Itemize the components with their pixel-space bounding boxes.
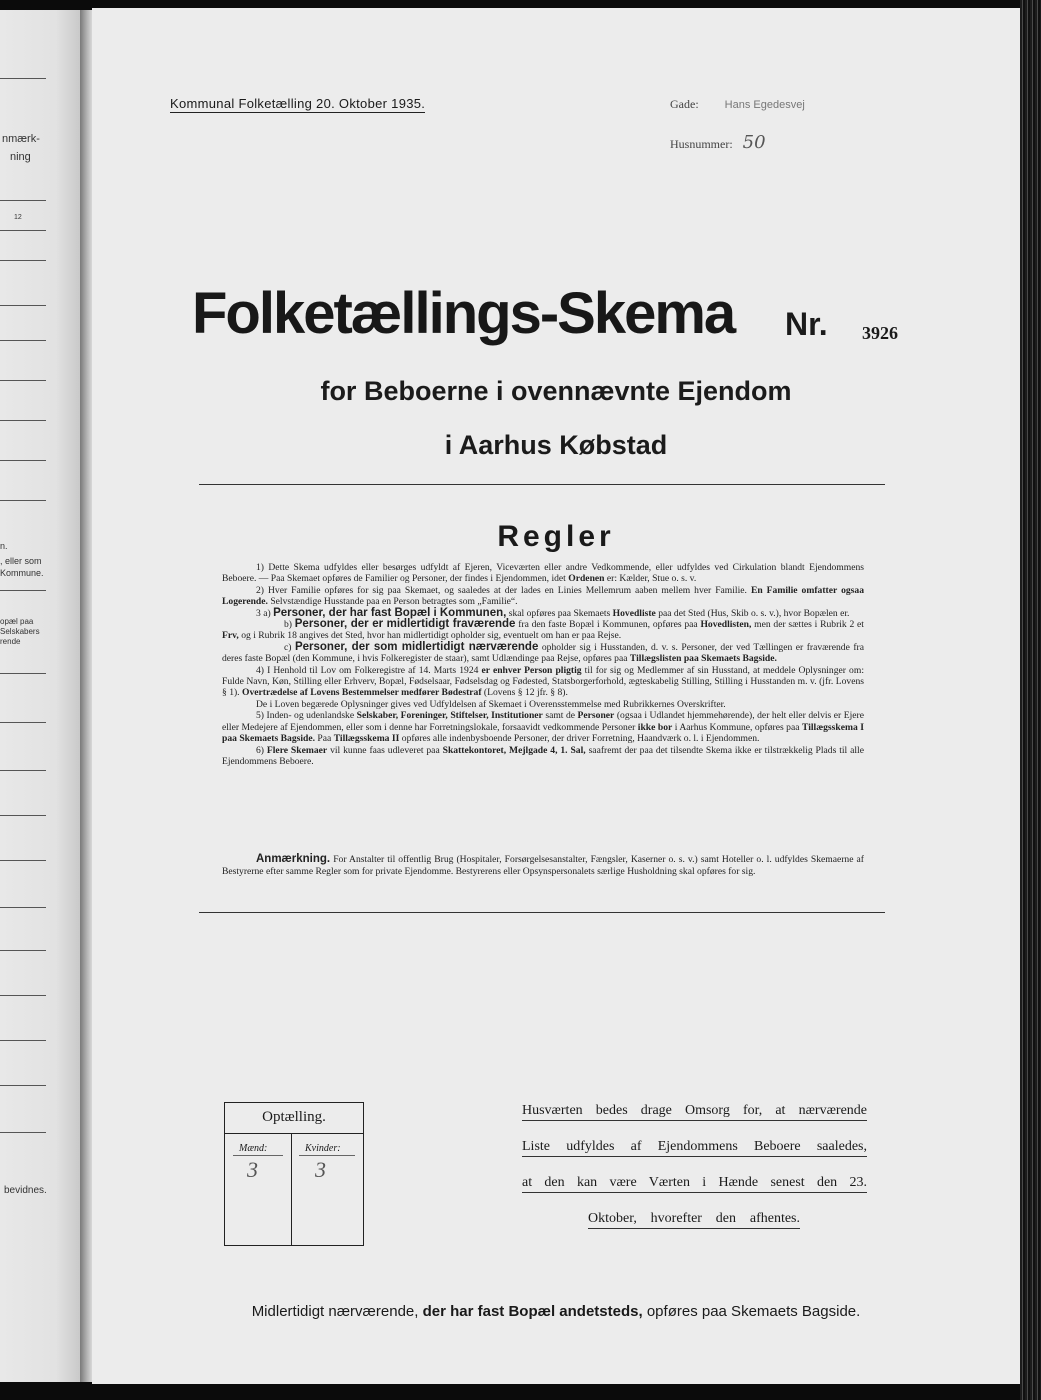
rules-text [222,562,864,767]
form-number: 3926 [862,323,898,343]
divider [0,500,46,501]
left-page-text: Kommune. [0,568,44,578]
remark-note [222,854,864,877]
divider [0,380,46,381]
rule-2: 2) Hver Familie opføres for sig paa Skemaet, og saaledes at der lades en Linies Mellemrum aaben mellem hver Familie. En Familie omfatter ogsaa Logerende. Selvstændige Husstande paa en Person betragtes som „Familie“. [222,584,864,608]
street-label: Gade: [670,97,699,111]
landlord-notice-line: Liste udfyldes af Ejendommens Beboere saaledes, [522,1138,867,1157]
left-page-text: ning [10,151,31,163]
rule-3a: 3 a) Personer, der har fast Bopæl i Kommunen, skal opføres paa Skemaets Hovedliste paa det Sted (Hus, Skib o. s. v.), hvor Bopælen er. [256,606,850,619]
book-gutter [80,10,92,1382]
count-box [224,1102,364,1246]
left-page-text: nmærk- [2,133,40,145]
divider [0,1040,46,1041]
left-page-text: opæl paa [0,617,34,626]
house-number-value: 50 [742,132,766,153]
remark-text: For Anstalter til offentlig Brug (Hospitaler, Forsørgelsesanstalter, Fængsler, Kaserner o. s. v.) samt Hoteller o. l. udfyldes Skemaerne af Bestyrerne efter samme Regler som for private Ejendomme. Bestyrerens eller Opsynspersonalets særlige Husholdning skal opføres for sig. [222,854,864,877]
rule-6: 6) Flere Skemaer vil kunne faas udleveret paa Skattekontoret, Mejlgade 4, 1. Sal, saafremt der paa det tilsendte Skema ikke er tilstrækkelig Plads til alle Ejendommens Beboere. [222,744,864,767]
divider [233,1155,283,1156]
rule-5: 5) Inden- og udenlandske Selskaber, Foreninger, Stiftelser, Institutioner samt de Personer (ogsaa i Udlandet hjemmehørende), der helt eller delvis er Ejere eller Medejere af Ejendommen, eller som i denne har Forretningslokale, forsaavidt vedkommende Personer ikke bor i Aarhus Kommune, opføres paa Tillægsskema I paa Skemaets Bagside. Paa Tillægsskema II opføres alle indenbysboende Personer, der driver Forretning, Haandværk o. l. i Ejendommen. [222,710,864,745]
remark-label: Anmærkning. [256,853,331,865]
divider [0,420,46,421]
street-field [670,95,805,113]
divider [0,460,46,461]
left-page-text: 12 [14,214,22,221]
footer-note: Midlertidigt nærværende, der har fast Bopæl andetsteds, opføres paa Skemaets Bagside. [251,1303,861,1320]
divider [299,1155,355,1156]
divider [0,815,46,816]
left-page-fragment [0,10,80,1382]
divider [0,673,46,674]
divider [0,78,46,79]
rule-3c: c) Personer, der som midlertidigt nærværende opholder sig i Husstanden, d. v. s. Personer, der ved Tællingen er fraværende fra deres faste Bopæl (den Kommune, i hvis Folkeregister de staar), samt Udlændinge paa Rejse, opføres paa Tillægslisten paa Skemaets Bagside. [222,640,864,665]
divider [0,907,46,908]
divider [0,1085,46,1086]
men-label: Mænd: [239,1143,268,1154]
divider [0,860,46,861]
form-subtitle: for Beboerne i ovennævnte Ejendom [320,376,792,406]
divider [199,484,885,485]
rules-heading: Regler [497,520,615,553]
divider [0,722,46,723]
divider [291,1133,292,1245]
rule-3b: b) Personer, der er midlertidigt fraværende fra den faste Bopæl i Kommunen, opføres paa Hovedlisten, men der sættes i Rubrik 2 et Frv, og i Rubrik 18 angives det Sted, hvor han midlertidigt opholder sig, eventuelt om han er paa Rejse. [222,618,864,642]
form-location: i Aarhus Købstad [444,430,668,460]
divider [0,950,46,951]
divider [0,305,46,306]
women-label: Kvinder: [305,1143,341,1154]
left-page-text: , eller som [0,556,42,566]
census-form-page [92,8,1020,1384]
landlord-notice-line: Husværten bedes drage Omsorg for, at nærværende [522,1102,867,1121]
form-number-label: Nr. [785,306,828,342]
men-count: 3 [247,1157,258,1182]
left-page-text: bevidnes. [4,1185,47,1196]
street-value: Hans Egedesvej [724,99,805,111]
form-title: Folketællings-Skema [192,281,735,346]
page-stack-edge [1020,0,1041,1400]
divider [0,260,46,261]
rule-4: 4) I Henhold til Lov om Folkeregistre af 14. Marts 1924 er enhver Person pligtig til for sig og Medlemmer af sin Husstand, at meddele Oplysninger om: Fulde Navn, Køn, Stilling eller Erhverv, Bopæl, Fødselsaar, Fødselsdag og Fødested, Statsborgerforhold, ægteskabelig Stilling, Stilling i Husstanden m. v. (jfr. Lovens § 1). Overtrædelse af Lovens Bestemmelser medfører Bødestraf (Lovens § 12 jfr. § 8). [222,664,864,699]
landlord-notice-line: Oktober, hvorefter den afhentes. [588,1210,800,1229]
count-box-title: Optælling. [262,1109,326,1125]
divider [199,912,885,913]
divider [0,1132,46,1133]
landlord-notice-line: at den kan være Værten i Hænde senest den 23. [522,1174,867,1193]
divider [225,1133,363,1134]
left-page-text: rende [0,637,21,646]
rule-4b: De i Loven begærede Oplysninger gives ved Udfyldelsen af Skemaet i Overensstemmelse med Rubrikkernes Overskrifter. [256,698,726,710]
divider [0,995,46,996]
divider [0,230,46,231]
divider [0,590,46,591]
divider [0,200,46,201]
left-page-text: Selskabers [0,627,40,636]
rule-1: 1) Dette Skema udfyldes eller besørges udfyldt af Ejeren, Viceværten eller andre Vedkommende, eller udfyldes ved Cirkulation blandt Ejendommens Beboere. — Paa Skemaet opføres de Familier og Personer, der findes i Ejendommen, idet Ordenen er: Kælder, Stue o. s. v. [222,562,864,585]
divider [0,340,46,341]
divider [0,770,46,771]
left-page-text: n. [0,541,8,551]
house-number-label: Husnummer: [670,137,733,151]
census-header: Kommunal Folketælling 20. Oktober 1935. [170,96,426,111]
women-count: 3 [315,1157,326,1182]
house-number-field [670,132,766,153]
